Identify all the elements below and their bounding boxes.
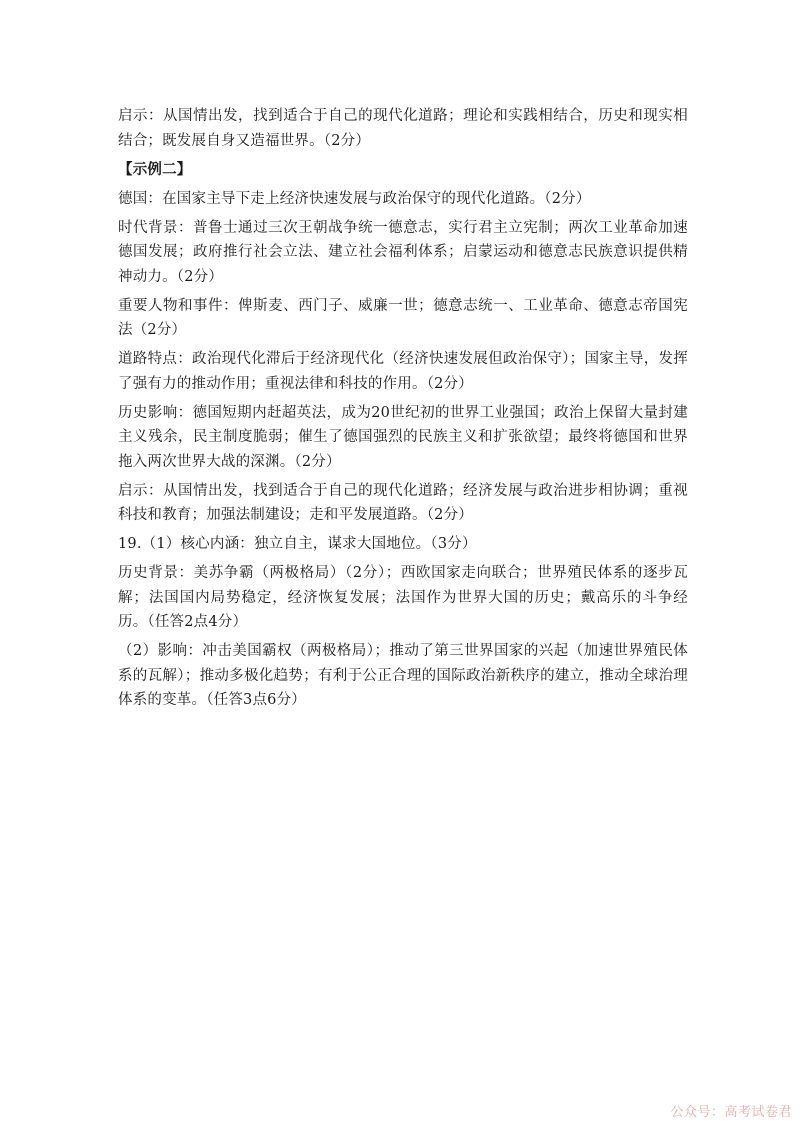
example-two-heading: 【示例二】 — [118, 160, 192, 178]
paragraph-road-features: 道路特点：政治现代化滞后于经济现代化（经济快速发展但政治保守）；国家主导，发挥了强有力的推动作用；重视法律和科技的作用。（2分） — [118, 351, 688, 392]
paragraph-people-events: 重要人物和事件：俾斯麦、西门子、威廉一世；德意志统一、工业革命、德意志帝国宪法（2分） — [118, 297, 688, 338]
answer-document — [118, 104, 688, 717]
question-19-part-2: （2）影响：冲击美国霸权（两极格局）；推动了第三世界国家的兴起（加速世界殖民体系的瓦解）；推动多极化趋势；有利于公正合理的国际政治新秩序的建立，推动全球治理体系的变革。（任答3点6分） — [118, 643, 688, 708]
question-19-part-1: 19.（1）核心内涵：独立自主，谋求大国地位。（3分） — [118, 536, 477, 552]
paragraph-enlightenment-2: 启示：从国情出发，找到适合于自己的现代化道路；经济发展与政治进步相协调；重视科技和教育；加强法制建设；走和平发展道路。（2分） — [118, 482, 688, 523]
paragraph-background: 时代背景：普鲁士通过三次王朝战争统一德意志，实行君主立宪制；两次工业革命加速德国发展；政府推行社会立法、建立社会福利体系；启蒙运动和德意志民族意识提供精神动力。（2分） — [118, 219, 688, 285]
paragraph-historical-impact: 历史影响：德国短期内赶超英法，成为20世纪初的世界工业强国；政治上保留大量封建主义残余，民主制度脆弱；催生了德国强烈的民族主义和扩张欲望；最终将德国和世界拖入两次世界大战的深渊。（2分） — [118, 404, 688, 470]
paragraph-enlightenment-1: 启示：从国情出发，找到适合于自己的现代化道路；理论和实践相结合，历史和现实相结合；既发展自身又造福世界。（2分） — [118, 108, 688, 149]
watermark-text: 公众号：高考试卷君 — [670, 1105, 792, 1120]
paragraph-19-background: 历史背景：美苏争霸（两极格局）（2分）；西欧国家走向联合；世界殖民体系的逐步瓦解；法国国内局势稳定，经济恢复发展；法国作为世界大国的历史；戴高乐的斗争经历。（任答2点4分） — [118, 565, 688, 630]
paragraph-germany: 德国：在国家主导下走上经济快速发展与政治保守的现代化道路。（2分） — [118, 190, 591, 207]
